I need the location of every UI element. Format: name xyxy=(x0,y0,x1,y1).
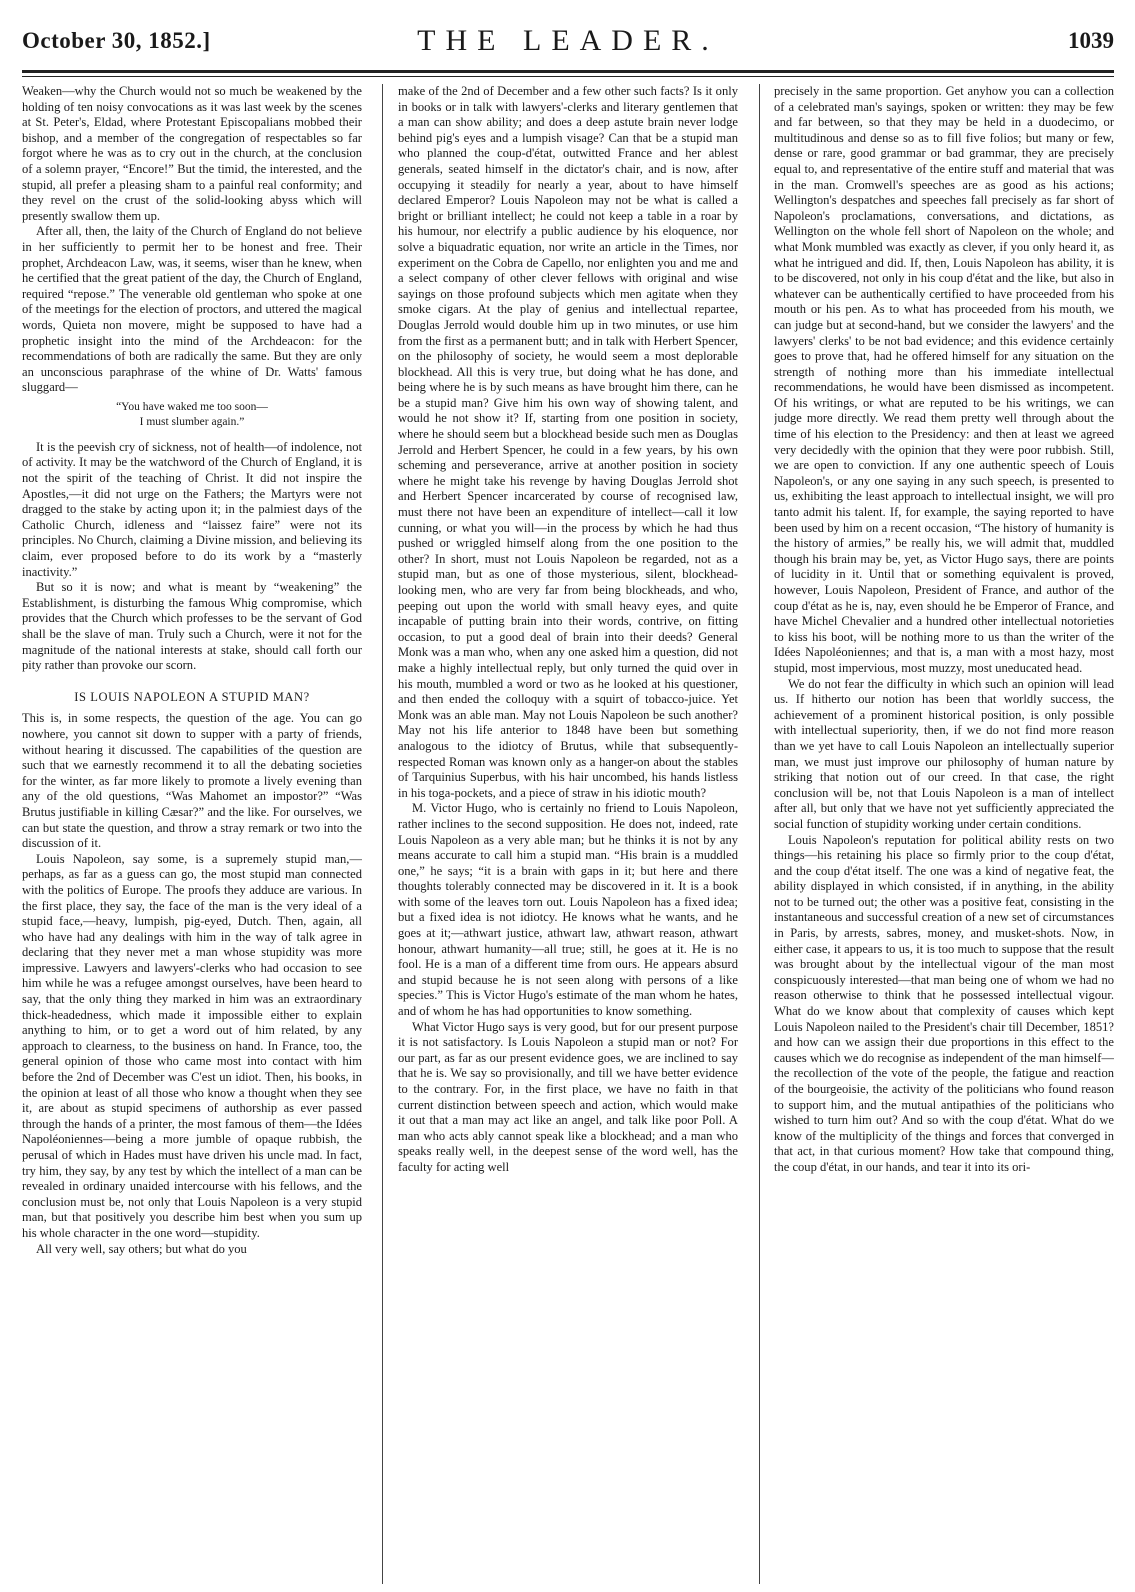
paragraph: Louis Napoleon, say some, is a supremely stupid man,—perhaps, as far as a guess can go, the most stupid man connected with the politics of Europe. The proofs they adduce are various. In the first place, they say, the face of the man is the very ideal of a stupid face,—heavy, lumpish, pig-eyed, Dutch. Then, again, all who have had any dealings with him in the way of talk agree in declaring that they never met a man whose stupidity was more impressive. Lawyers and lawyers'-clerks who had occasion to see him while he was a refugee amongst ourselves, have been heard to say, that the only thing they marked in him was an extraordinary thick-headedness, which made it impossible either to explain anything to him, or to get a word out of him related, by any approach to clearness, to the business on hand. In France, too, the general opinion of those who came most into contact with him before the 2nd of December was C'est un idiot. Then, his books, in the opinion at least of all those who know a thought when they see it, are about as stupid specimens of authorship as ever passed through the hands of a printer, the most famous of them—the Idées Napoléoniennes—being a more jumble of opaque rubbish, the perusal of which in Hades must have driven his uncle mad. In fact, try him, they say, by any test by which the intellect of a man can be revealed in ordinary unaided intercourse with his fellows, and the conclusion must be, not only that Louis Napoleon is a very stupid man, but that positively you describe him best when you sum up his whole character in the one word—stupidity. xyxy=(22,851,362,1240)
page-number: 1039 xyxy=(1068,28,1114,53)
paragraph: We do not fear the difficulty in which such an opinion will lead us. If hitherto our notion has been that worldly success, the achievement of a prominent historical position, is only possible with intellectual superiority, then, if we do not find more reason than we yet have to call Louis Napoleon an intellectually superior man, we must just improve our philosophy of human nature by striking that notion out of our creed. In that case, the right conclusion will be, not that Louis Napoleon is a man of intellect after all, but only that we have not yet sufficiently appreciated the social function of stupidity working under certain conditions. xyxy=(774,676,1114,831)
paragraph: make of the 2nd of December and a few other such facts? Is it only in books or in talk with lawyers'-clerks and literary gentlemen that a man can show ability; and does a deep astute brain never lodge behind pig's eyes and a lumpish visage? Can that be a stupid man who planned the coup-d'état, outwitted France and her ablest generals, seated himself in the dictator's chair, and is now, after occupying it steadily for nearly a year, about to have himself declared Emperor? Louis Napoleon may not be what is called a bright or brilliant intellect; he could not keep a table in a roar by his humour, nor electrify a public audience by his eloquence, nor solve a biquadratic equation, nor write an article in the Times, nor experiment on the Cobra de Capello, nor enlighten you and me and a select company of other clever fellows with original and wise sayings on those profound subjects which men agitate when they smoke cigars. At the play of genius and intellectual repartee, Douglas Jerrold would double him up in two minutes, or use him from the first as a permanent butt; and in talk with Herbert Spencer, on the philosophy of society, he would seem a most deplorable blockhead. All this is very true, but doing what he has done, and being where he is by such means as have brought him there, can he be a stupid man? Give him his own way of showing talent, and would he not show it? If, starting from one position in society, where he should seem but a blockhead beside such men as Douglas Jerrold and Herbert Spencer, he could in a few years, by his own scheming and perseverance, arrive at another position in society where he might take his revenge by having Douglas Jerrold shot and Herbert Spencer incarcerated by course of recognised law, must there not have been an expenditure of intellect—call it low cunning, or what you will—in the process by which he had thus pushed or wriggled himself along from the one position to the other? In short, must not Louis Napoleon be regarded, not as a stupid man, but as one of those mysterious, silent, blockhead-looking men, who are very far from being blockheads, and who, peeping out upon the world with small heavy eyes, and quite incapable of putting brain into their words, contrive, on fitting occasion, to put a good deal of brain into their deeds? General Monk was a man who, when any one asked him a question, did not make a highly intellectual reply, but only turned the quid over in his mouth, mumbled a word or two as he looked at his questioner, and then ended the colloquy with a squirt of tobacco-juice. Yet Monk was an able man. May not Louis Napoleon be such another? May not his life anterior to 1848 have been but something analogous to the idiotcy of Brutus, while that subsequently-respected Roman was known only as a hanger-on about the stables of Tarquinius Superbus, with his hair uncombed, his hands listless in his toga-pockets, and a piece of straw in his idiotic mouth? xyxy=(398,84,738,800)
column-2 xyxy=(398,84,738,1584)
verse-quote xyxy=(22,400,362,430)
paragraph: M. Victor Hugo, who is certainly no friend to Louis Napoleon, rather inclines to the second supposition. He does not, indeed, rate Louis Napoleon as a very able man; but he thinks it is not by any means accurate to call him a stupid man. “His brain is a muddled one,” he says; “it is a brain with gaps in it; but here and there thoughts tolerably connected may be discovered in it. It is a book with some of the leaves torn out. Louis Napoleon has a fixed idea; but a fixed idea is not idiotcy. He knows what he wants, and he goes at it;—athwart justice, athwart law, athwart reason, athwart honour, athwart humanity—all true; still, he goes at it. He is no fool. He is a man of a different time from ours. He appears absurd and stupid because he is not seen along with persons of a like species.” This is Victor Hugo's estimate of the man whom he hates, and of whom he has had opportunities to know something. xyxy=(398,801,738,1019)
paragraph: Louis Napoleon's reputation for political ability rests on two things—his retaining his place so firmly prior to the coup d'état, and the coup d'état itself. The one was a kind of negative feat, the ability displayed in which consisted, if in anything, in the ability not to be turned out; the other was a positive feat, consisting in the instantaneous and successful creation of a new set of circumstances in Paris, by arrests, sabres, money, and musket-shots. Now, in either case, it appears to us, it is too much to suppose that the result was brought about by the intellectual vigour of the man most conspicuously interested—that man being one of whom we had no reason otherwise to think that he possessed intellectual vigour. What do we know about that complexity of causes which kept Louis Napoleon nailed to the President's chair till December, 1851? and how can we assign their due proportions in this effect to the causes which we do recognise as independent of the man himself—the recollection of the vote of the people, the fatigue and reaction of the bourgeoisie, the activity of the politicians who found reason to support him, and the mutual antipathies of the politicians who wished to turn him out? And so with the coup d'état. What do we know of the multiplicity of the things and forces that converged in that act, in that curious moment? How take that compound thing, the coup d'état, in our hands, and tear it into its ori- xyxy=(774,832,1114,1174)
masthead-rule-thin xyxy=(22,76,1114,77)
column-divider-1 xyxy=(382,84,383,1584)
masthead-rule-thick xyxy=(22,70,1114,73)
column-divider-2 xyxy=(759,84,760,1584)
column-1 xyxy=(22,84,362,1584)
verse-line: I must slumber again.” xyxy=(139,415,245,428)
issue-date: October 30, 1852.] xyxy=(22,28,211,53)
paragraph: All very well, say others; but what do you xyxy=(36,1241,247,1256)
paragraph: Weaken—why the Church would not so much be weakened by the holding of ten noisy convocations as it was last week by the scenes at St. Peter's, Eldad, where Protestant Episcopalians mobbed their bishop, and a member of the congregation of respectables so far forgot where he was as to cry out in the church, at the conclusion of a solemn prayer, “Encore!” But the timid, the interested, and the stupid, all prefer a pleasing sham to a painful real conformity; and they revel on the crust of the solid-looking abyss which will presently swallow them up. xyxy=(22,84,362,223)
paragraph: But so it is now; and what is meant by “weakening” the Establishment, is disturbing the famous Whig compromise, which provides that the Church which professes to be the servant of God shall be the slave of man. Truly such a Church, were it not for the magnitude of the national interests at stake, should call forth our pity rather than provoke our scorn. xyxy=(22,580,362,673)
paragraph: This is, in some respects, the question of the age. You can go nowhere, you cannot sit down to supper with a party of friends, without hearing it discussed. The capabilities of the question are such that we earnestly recommend it to all the debating societies for the winter, as far more likely to promote a lively evening than any of the old questions, “Was Mahomet an impostor?” “Was Brutus justifiable in killing Cæsar?” and the like. For ourselves, we can but state the question, and throw a stray remark or two into the discussion of it. xyxy=(22,711,362,851)
newspaper-page xyxy=(22,0,1114,1592)
paragraph: It is the peevish cry of sickness, not of health—of indolence, not of activity. It may be the watchword of the Church of England, it is not the spirit of the teaching of Christ. It did not inspire the Apostles,—it did not urge on the Fathers; the Martyrs were not dragged to the stake by acting upon it; in the palmiest days of the Catholic Church, idleness and “laissez faire” were not its principles. No Church, claiming a Divine mission, and believing its claim, ever proposed before to do its work by a “masterly inactivity.” xyxy=(22,439,362,579)
article-heading: IS LOUIS NAPOLEON A STUPID MAN? xyxy=(74,689,310,704)
column-3 xyxy=(774,84,1114,1584)
paragraph: What Victor Hugo says is very good, but for our present purpose it is not satisfactory. Is Louis Napoleon a stupid man or not? For our part, as far as our present evidence goes, we are inclined to say that he is. We say so provisionally, and till we have better evidence to the contrary. For, in the first place, we have no faith in that current distinction between speech and action, which would make it out that a man may act like an angel, and talk like poor Poll. A man who acts ably cannot speak like a blockhead; and a man who speaks really well, in the deepest sense of the word well, has the faculty for acting well xyxy=(398,1019,738,1174)
paragraph: precisely in the same proportion. Get anyhow you can a collection of a celebrated man's sayings, spoken or written: they may be few and far between, so that they may be held in a duodecimo, or multitudinous and dense so as to fill five folios; but many or few, dense or rare, good grammar or bad grammar, they are precisely equal to, and representative of the entire stuff and material that was in the man. Cromwell's speeches are as good as his actions; Wellington's despatches and speeches fall precisely as far short of Napoleon's proclamations, conversations, and dictations, as Wellington on the whole fell short of Napoleon on the whole; and what Monk mumbled was exactly as clever, if you only heard it, as what he intrigued and did. If, then, Louis Napoleon has ability, it is to be discovered, not only in his coup d'état and the like, but also in whatever can be authentically certified to have proceeded from his mouth or his pen. As to what has proceeded from his mouth, we can judge but at second-hand, but we consider the lawyers' and the lawyers' clerks' to be not bad evidence; and this evidence certainly goes to prove that, had he offered himself for any situation on the strength of nothing more than his immediate intellectual recommendations, he would have been dismissed as incompetent. Of his writings, or what are reputed to be his writings, we can judge more directly. We read them pretty well through about the time of his election to the Presidency: and then at least we agreed very decidedly with the opinion that they were poor rubbish. Still, we are open to conviction. If any one authentic speech of Louis Napoleon's, or any one saying in any such speech, is presented to us, exhibiting the least approach to intellectual insight, we will pro tanto admit his talent. If, for example, the saying reported to have been used by him on a recent occasion, “The history of humanity is the history of armies,” be really his, we will admit that, muddled though his brain may be, yet, as Victor Hugo says, there are points of lucidity in it. Until that or something equivalent is proved, however, Louis Napoleon, President of France, and author of the coup d'état as he is, nay, even should he be Emperor of France, and have Michel Chevalier and a hundred other intellectual notorieties to kiss his boot, will be nothing more to us than the writer of the Idées Napoléoniennes; and that is, a man with a most hazy, most stupid, most impervious, most muzzy, most uneducated head. xyxy=(774,84,1114,675)
newspaper-title: THE LEADER. xyxy=(417,24,719,57)
verse-line: “You have waked me too soon— xyxy=(116,400,268,413)
paragraph: After all, then, the laity of the Church of England do not believe in her sufficiently to permit her to be honest and free. Their prophet, Archdeacon Law, was, it seems, wiser than he knew, when he certified that the great patient of the day, the Church of England, required “repose.” The venerable old gentleman who spoke at one of the meetings for the election of proctors, and uttered the magical words, Quieta non movere, might be supposed to have had a prophetic insight into the mind of the Archdeacon: for the recommendations of both are radically the same. But they are only an unconscious paraphrase of the whine of Dr. Watts' famous sluggard— xyxy=(22,224,362,395)
masthead xyxy=(22,22,1114,66)
